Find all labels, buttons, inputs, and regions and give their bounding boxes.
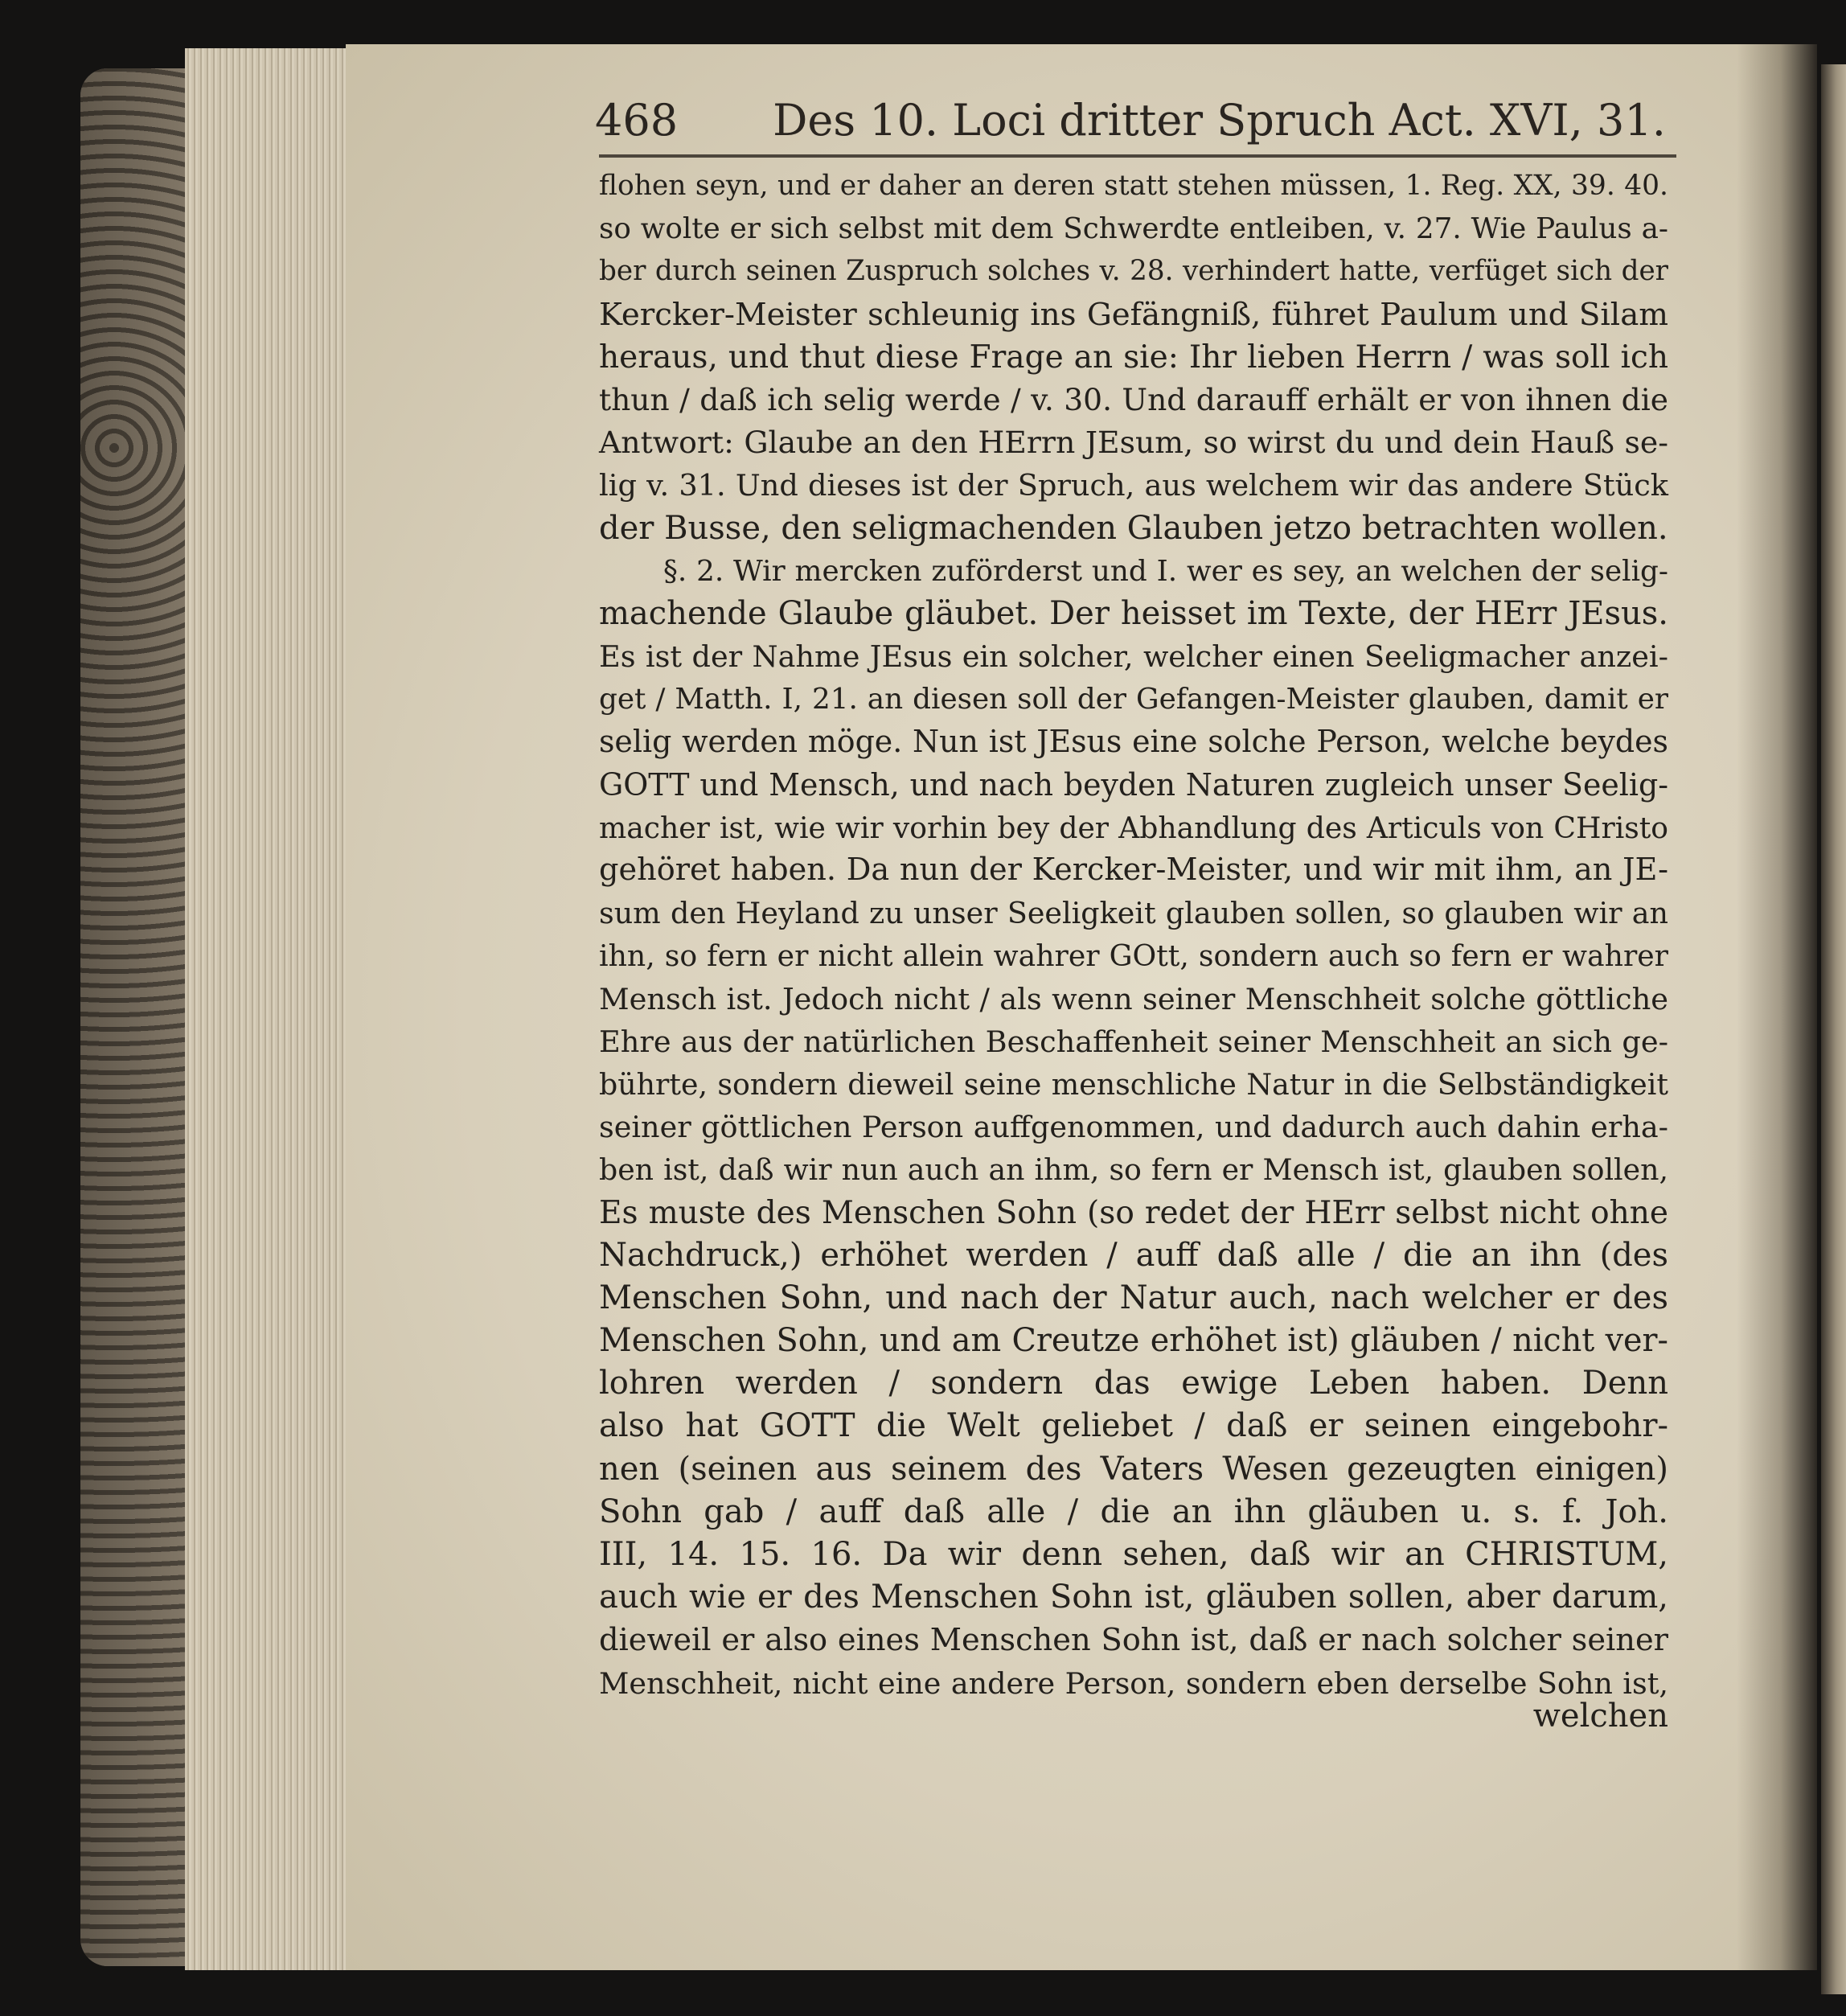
marbled-cover-pattern — [80, 68, 193, 1966]
page-number: 468 — [595, 95, 679, 146]
text-line: Ehre aus der natürlichen Beschaffenheit seiner Menschheit an sich ge- — [599, 1024, 1668, 1059]
text-line: der Busse, den seligmachenden Glauben jetzo betrachten wollen. — [599, 509, 1668, 547]
text-line: Sohn gab / auff daß alle / die an ihn gläuben u. s. f. Joh. — [599, 1492, 1668, 1530]
text-line: Menschen Sohn, und nach der Natur auch, nach welcher er des — [599, 1279, 1668, 1316]
text-line: Menschheit, nicht eine andere Person, sondern eben derselbe Sohn ist, — [599, 1665, 1668, 1701]
text-line: Kercker-Meister schleunig ins Gefängniß, führet Paulum und Silam — [599, 296, 1668, 333]
text-line: lohren werden / sondern das ewige Leben haben. Denn — [599, 1365, 1668, 1402]
text-line: Mensch ist. Jedoch nicht / als wenn seiner Menschheit solche göttliche — [599, 981, 1668, 1016]
header-rule — [599, 154, 1676, 158]
text-line: so wolte er sich selbst mit dem Schwerdte entleiben, v. 27. Wie Paulus a- — [599, 212, 1668, 246]
text-line: ben ist, daß wir nun auch an ihm, so fern er Mensch ist, glauben sollen, — [599, 1152, 1668, 1188]
text-line: selig werden möge. Nun ist JEsus eine solche Person, welche beydes — [599, 724, 1668, 760]
text-line: machende Glaube gläubet. Der heisset im Texte, der HErr JEsus. — [599, 594, 1668, 632]
page-edges-stack — [185, 48, 362, 1970]
text-line: thun / daß ich selig werde / v. 30. Und darauff erhält er von ihnen die — [599, 381, 1668, 417]
text-line: also hat GOTT die Welt geliebet / daß er seinen eingebohr- — [599, 1407, 1668, 1445]
text-line: auch wie er des Menschen Sohn ist, gläuben sollen, aber darum, — [599, 1579, 1668, 1616]
running-header — [595, 95, 1666, 151]
text-line: GOTT und Mensch, und nach beyden Naturen zugleich unser Seelig- — [599, 766, 1668, 803]
facing-page-edge — [1821, 64, 1846, 1994]
text-line: ber durch seinen Zuspruch solches v. 28. verhindert hatte, verfüget sich der — [599, 255, 1668, 288]
text-line: ihn, so fern er nicht allein wahrer GOtt, sondern auch so fern er wahrer — [599, 938, 1668, 974]
catchword: welchen — [1532, 1698, 1668, 1735]
paragraph-start-line: §. 2. Wir mercken zuförderst und I. wer es sey, an welchen der selig- — [663, 554, 1668, 588]
text-line: bührte, sondern dieweil seine menschliche Natur in die Selbständigkeit — [599, 1066, 1668, 1102]
text-line: nen (seinen aus seinem des Vaters Wesen gezeugten einigen) — [599, 1450, 1668, 1488]
text-line: Es ist der Nahme JEsus ein solcher, welcher einen Seeligmacher anzei- — [599, 639, 1668, 675]
text-line: heraus, und thut diese Frage an sie: Ihr lieben Herrn / was soll ich — [599, 339, 1668, 376]
text-line: macher ist, wie wir vorhin bey der Abhandlung des Articuls von CHristo — [599, 810, 1668, 845]
running-title: Des 10. Loci dritter Spruch Act. XVI, 31. — [773, 95, 1666, 146]
text-line: flohen seyn, und er daher an deren statt stehen müssen, 1. Reg. XX, 39. 40. — [599, 170, 1668, 202]
text-line: Antwort: Glaube an den HErrn JEsum, so wirst du und dein Hauß se- — [599, 425, 1668, 461]
text-line: dieweil er also eines Menschen Sohn ist, daß er nach solcher seiner — [599, 1622, 1668, 1659]
text-line: sum den Heyland zu unser Seeligkeit glauben sollen, so glauben wir an — [599, 896, 1668, 931]
text-line: gehöret haben. Da nun der Kercker-Meister, und wir mit ihm, an JE- — [599, 852, 1668, 888]
text-line: Nachdruck,) erhöhet werden / auff daß alle / die an ihn (des — [599, 1236, 1668, 1274]
text-line: seiner göttlichen Person auffgenommen, und dadurch auch dahin erha- — [599, 1110, 1668, 1145]
text-line: lig v. 31. Und dieses ist der Spruch, aus welchem wir das andere Stück — [599, 468, 1668, 503]
text-line: get / Matth. I, 21. an diesen soll der Gefangen-Meister glauben, damit er — [599, 683, 1668, 716]
body-text — [599, 165, 1668, 1705]
page-gutter-shadow — [1737, 44, 1817, 1970]
text-line: Es muste des Menschen Sohn (so redet der HErr selbst nicht ohne — [599, 1194, 1668, 1231]
text-line: Menschen Sohn, und am Creutze erhöhet ist) gläuben / nicht ver- — [599, 1322, 1668, 1360]
text-line: III, 14. 15. 16. Da wir denn sehen, daß wir an CHRISTUM, — [599, 1536, 1668, 1573]
